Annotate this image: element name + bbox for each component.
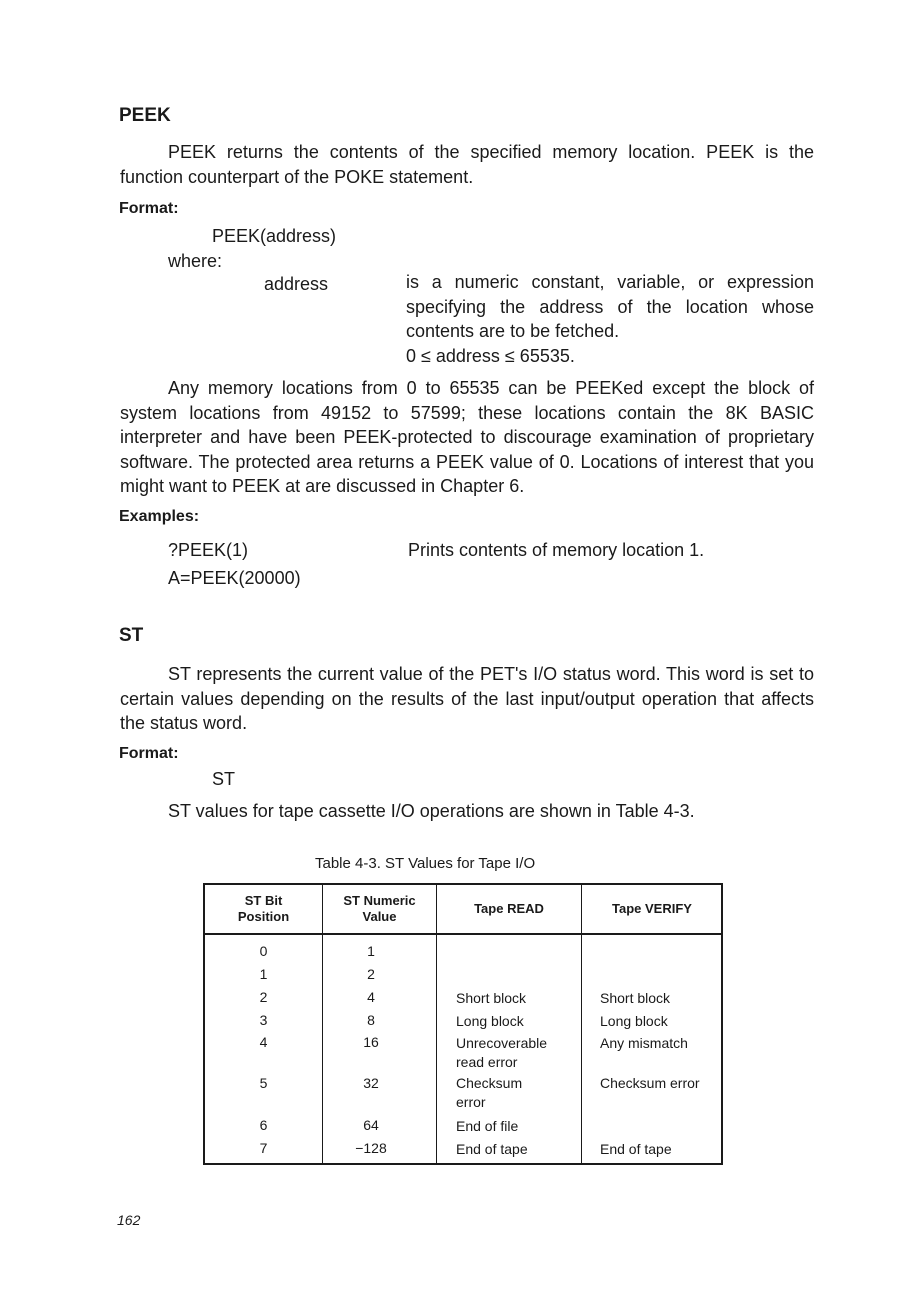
st-format-syntax: ST — [212, 769, 236, 789]
page-number: 162 — [117, 1212, 141, 1228]
table-cell-value: 1 — [367, 943, 375, 959]
table-cell-read: Long block — [456, 1013, 524, 1029]
param-name: address — [264, 274, 329, 294]
table-cell-value: 16 — [363, 1034, 379, 1050]
param-range: 0 ≤ address ≤ 65535. — [406, 346, 575, 366]
header-st-bit-position: ST Bit Position — [237, 893, 290, 924]
header-tape-read: Tape READ — [474, 901, 544, 916]
table-cell-verify: Short block — [600, 990, 671, 1006]
header-tape-verify: Tape VERIFY — [612, 901, 692, 916]
table-caption: Table 4-3. ST Values for Tape I/O — [315, 855, 536, 872]
st-intro-paragraph: ST represents the current value of the PET's I/O status word. This word is set to certain values depending on the results of the last input/output operation that affects the status word. — [120, 664, 814, 733]
table-cell-value: −128 — [355, 1140, 387, 1156]
table-cell-bit: 6 — [259, 1117, 268, 1133]
table-cell-bit: 3 — [259, 1012, 268, 1028]
peek-format-syntax: PEEK(address) — [212, 226, 337, 246]
table-cell-bit: 1 — [259, 966, 268, 982]
table-cell-bit: 4 — [259, 1034, 268, 1050]
table-cell-value: 4 — [367, 989, 375, 1005]
table-cell-value: 2 — [367, 966, 375, 982]
st-values-table — [203, 883, 723, 1165]
example-code: ?PEEK(1) — [168, 540, 249, 560]
table-cell-value: 64 — [363, 1117, 379, 1133]
example-code: A=PEEK(20000) — [168, 568, 301, 588]
table-cell-verify: Any mismatch — [600, 1035, 688, 1051]
example-description: Prints contents of memory location 1. — [408, 540, 705, 560]
table-cell-bit: 2 — [259, 989, 268, 1005]
examples-label: Examples: — [119, 508, 200, 525]
st-format-label: Format: — [119, 745, 179, 762]
table-cell-bit: 7 — [259, 1140, 268, 1156]
table-cell-read: Checksum error — [456, 1075, 523, 1110]
param-description: is a numeric constant, variable, or expression specifying the address of the location whose contents are to be fetched. — [406, 272, 814, 341]
header-st-numeric-value: ST Numeric Value — [343, 893, 416, 924]
where-label: where: — [168, 251, 223, 271]
table-cell-bit: 0 — [259, 943, 268, 959]
table-cell-value: 32 — [363, 1075, 379, 1091]
table-cell-read: End of tape — [456, 1141, 528, 1157]
table-cell-value: 8 — [367, 1012, 375, 1028]
table-cell-verify: Long block — [600, 1013, 668, 1029]
table-reference-text: ST values for tape cassette I/O operations are shown in Table 4-3. — [168, 801, 695, 821]
peek-heading: PEEK — [119, 105, 171, 126]
header-rule — [205, 933, 721, 935]
peek-format-label: Format: — [119, 200, 179, 217]
peek-description-paragraph: Any memory locations from 0 to 65535 can be PEEKed except the block of system locations from 49152 to 57599; these locations contain the 8K BASIC interpreter and have been PEEK-protected to discourage examination of proprietary software. The protected area returns a PEEK value of 0. Locations of interest that you might want to PEEK at are discussed in Chapter 6. — [120, 378, 814, 496]
table-cell-read: End of file — [456, 1118, 519, 1134]
table-cell-read: Unrecoverable read error — [456, 1035, 548, 1070]
peek-intro-paragraph: PEEK returns the contents of the specified memory location. PEEK is the function counterpart of the POKE statement. — [120, 142, 814, 187]
table-cell-read: Short block — [456, 990, 527, 1006]
st-heading: ST — [119, 625, 144, 646]
table-cell-verify: End of tape — [600, 1141, 672, 1157]
table-cell-bit: 5 — [259, 1075, 268, 1091]
table-cell-verify: Checksum error — [600, 1075, 700, 1091]
